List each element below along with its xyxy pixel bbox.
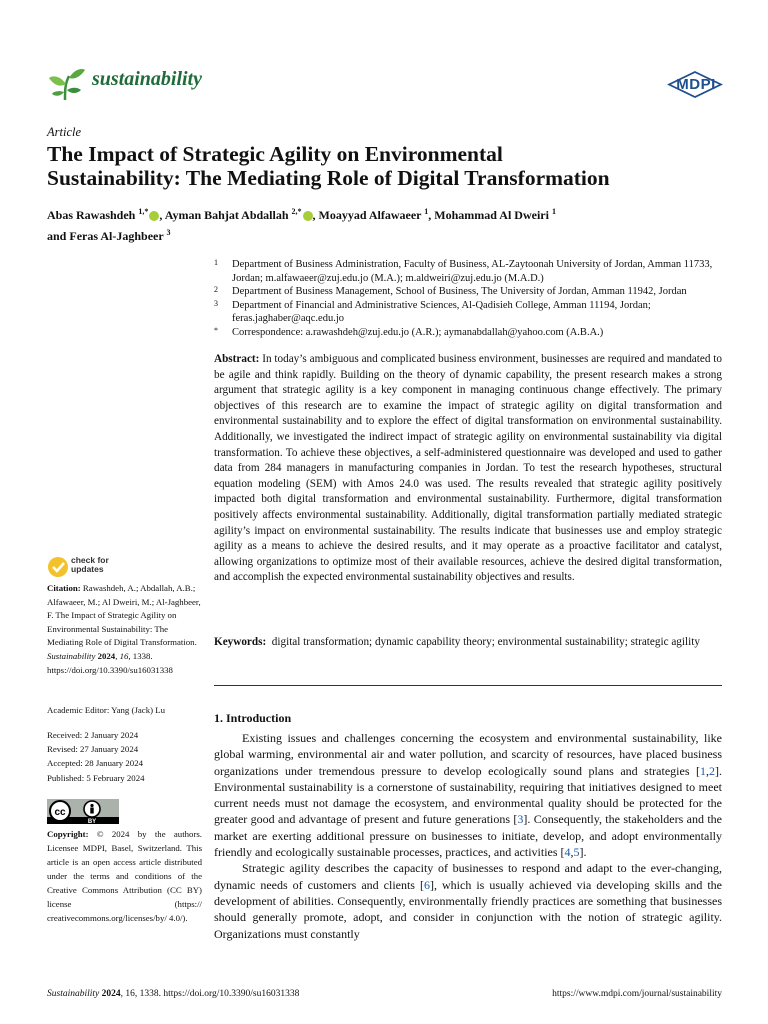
introduction-body (214, 730, 722, 942)
date-published: Published: 5 February 2024 (47, 772, 145, 783)
citation-year: 2024 (97, 650, 116, 661)
academic-editor: Academic Editor: Yang (Jack) Lu (47, 705, 165, 715)
text-run: , (570, 845, 574, 860)
citation-block: Citation: Rawashdeh, A.; Abdallah, A.B.; Alfawaeer, M.; Al Dweiri, M.; Al-Jaghbeer, F. The Impact of Strategic Agility on Environmental Sustainability: The Mediating Role of Digital Transformation. Sustainability 2024, 16, 1338. https://doi.org/10.3390/su16031338 (47, 583, 201, 675)
keywords-label: Keywords: (214, 636, 267, 648)
abstract-label: Abstract: (214, 353, 260, 365)
check-line-2: updates (71, 564, 104, 574)
cc-by-license-icon[interactable] (47, 799, 119, 824)
author-affiliation-mark: 1,* (138, 207, 149, 216)
text-run: ]. (579, 845, 587, 860)
paragraph (214, 730, 722, 860)
footer-journal-url[interactable]: https://www.mdpi.com/journal/sustainability (552, 989, 722, 999)
text-run: ], which is usually achieved via developing skills and the development of abilities. Consequently, environmentally friendly practices are something that businesses should generally promote, adopt, and consider in conjunction with the notion of strategic agility. Organizations must constantly (214, 877, 723, 941)
svg-text:cc: cc (54, 807, 66, 818)
footer-citation: Sustainability 2024, 16, 1338. https://doi.org/10.3390/su16031338 (47, 989, 300, 999)
author-list: Abas Rawashdeh $^{1,*}$ , Ayman Bahjat Abdallah $^{2,*}$ , Moayyad Alfawaeer $^1$, Mohammad Al Dweiri $^1$ and Feras Al-Jaghbeer $^3$ (47, 207, 556, 243)
citation-link[interactable]: 3 (517, 812, 524, 827)
footer-year: 2024 (101, 989, 121, 999)
affiliation-number: 1 (214, 258, 218, 267)
text-run: Strategic agility describes the capacity of businesses to respond and adapt to the ever-changing, dynamic needs of customers and clients [ (214, 861, 722, 892)
affiliations (214, 258, 724, 339)
paragraph (214, 860, 722, 941)
citation-text: Rawashdeh, A.; Abdallah, A.B.; Alfawaeer, M.; Al Dweiri, M.; Al-Jaghbeer, F. The Impact of Strategic Agility on Environmental Sustainability: The Mediating Role of Digital Transformation. (47, 583, 201, 648)
keywords (214, 635, 722, 651)
citation-label: Citation: (47, 583, 81, 593)
correspondence-item (214, 326, 724, 340)
copyright-text: © 2024 by the authors. Licensee MDPI, Basel, Switzerland. This article is an open access article distributed under the terms and conditions of the Creative Commons Attribution (CC BY) license (https:// creativecommons.org/licenses/by/ 4.0/). (47, 829, 202, 923)
correspondence-text: Correspondence: a.rawashdeh@zuj.edu.jo (A.R.); aymanabdallah@yahoo.com (A.B.A.) (232, 326, 604, 338)
citation-link[interactable]: 5 (573, 845, 580, 860)
author-conjunction: and (47, 229, 67, 243)
author-name[interactable]: Moayyad Alfawaeer (318, 208, 422, 222)
affiliation-item (214, 299, 724, 326)
article-type: Article (47, 125, 82, 139)
date-revised: Revised: 27 January 2024 (47, 744, 139, 755)
citation-link[interactable]: 1 (700, 763, 706, 778)
orcid-icon[interactable] (149, 211, 159, 221)
text-run: ]. Environmental sustainability is a cornerstone of sustainability, requiring that initiatives designed to meet current needs must not damage the ecosystem, and environmental quality should be protected for the greater good and advantage of present and future generations [ (214, 763, 722, 827)
affiliation-item (214, 285, 724, 299)
citation-link[interactable]: 4 (564, 845, 571, 860)
citation-doi[interactable]: 1338. https://doi.org/10.3390/su16031338 (47, 650, 173, 675)
abstract-text: In today’s ambiguous and complicated business environment, businesses are required and mandated to be agile and think rapidly. Building on the theory of dynamic capability, the present research makes a strong argument that strategic agility is a key component in managing continuous change effectively. The primary objectives of this research are to examine the impact of strategic agility on digital transformation and environmental sustainability and to explore the effect of digital transformation on environmental sustainability. Additionally, we investigated the indirect impact of strategic agility on environmental sustainability via digital transformation. To achieve these objectives, a self-administered questionnaire was developed and used to gather data from 284 managers in manufacturing companies in Jordan. To test the research hypotheses, structural equation modeling (SEM) with Amos 24.0 was used. The results revealed that strategic agility positively impacted both digital transformation and environmental sustainability. Furthermore, digital transformation positively affects environmental sustainability. Additionally, digital transformation partially mediated strategic agility’s impact on environmental sustainability. The results indicate that businesses use and employ strategic agility as a means to achieve the desired results, and it may operate as a proactive facilitator and catalyst, allowing organizations to optimize most of their available resources, achieve the desired digital transformation, and accomplish the expected environmental sustainability objectives and results. (214, 353, 722, 584)
author-affiliation-mark: 1 (424, 207, 429, 216)
section-heading: 1. Introduction (214, 711, 292, 725)
publisher-logo-text: MDPI (676, 76, 716, 93)
author-affiliation-mark: 3 (166, 228, 171, 237)
affiliation-number: * (214, 325, 218, 335)
check-for-updates-icon[interactable] (47, 556, 69, 578)
journal-name: sustainability (92, 68, 203, 90)
date-accepted: Accepted: 28 January 2024 (47, 758, 144, 769)
author-name[interactable]: Feras Al-Jaghbeer (69, 229, 164, 243)
affiliation-text: Department of Business Administration, Faculty of Business, AL-Zaytoonah University of Jordan, Amman 11733, Jordan; m.alfawaeer@zuj.edu.jo (M.A.); m.aldweiri@zuj.edu.jo (M.A.D.) (232, 259, 713, 284)
author-name[interactable]: Abas Rawashdeh (47, 208, 136, 222)
author-name[interactable]: Ayman Bahjat Abdallah (164, 208, 289, 222)
affiliation-number: 3 (214, 298, 218, 308)
keywords-text: digital transformation; dynamic capability theory; environmental sustainability; strategic agility (271, 636, 700, 648)
text-run: ]. Consequently, the stakeholders and the market are exerting additional pressure on businesses to initiate, develop, and adopt environmentally friendly and ecologically sustainable processes, practices, and activities [ (214, 812, 722, 860)
footer-journal: Sustainability (47, 989, 100, 999)
affiliation-number: 2 (214, 285, 218, 294)
orcid-icon[interactable] (303, 211, 313, 221)
author-affiliation-mark: 1 (551, 207, 556, 216)
copyright-block (47, 827, 202, 925)
text-run: Existing issues and challenges concerning the ecosystem and environmental sustainability, like global warming, environmental air and water pollution, and scarcity of resources, have placed business organizations under tremendous pressure to develop ecologically sound plans and strategies [ (214, 731, 722, 778)
author-name[interactable]: Mohammad Al Dweiri (434, 208, 549, 222)
text-run: , (706, 763, 709, 778)
copyright-label: Copyright: (47, 829, 89, 839)
citation-journal: Sustainability (47, 650, 96, 661)
check-line-1: check for (71, 555, 109, 565)
citation-link[interactable]: 2 (709, 763, 715, 778)
sustainability-logo-icon (47, 64, 87, 102)
cc-by-label: BY (87, 819, 97, 824)
paper-title (47, 142, 737, 190)
title-line-2: Sustainability: The Mediating Role of Digital Transformation (47, 166, 610, 190)
publication-dates (47, 728, 145, 785)
affiliation-item (214, 258, 724, 285)
title-line-1: The Impact of Strategic Agility on Environmental (47, 142, 503, 166)
abstract (214, 352, 722, 586)
citation-link[interactable]: 6 (424, 877, 430, 892)
author-affiliation-mark: 2,* (291, 207, 302, 216)
footer-doi[interactable]: 16, 1338. https://doi.org/10.3390/su16031338 (125, 989, 300, 999)
citation-volume: 16 (119, 650, 129, 661)
section-divider (214, 685, 722, 686)
date-received: Received: 2 January 2024 (47, 730, 139, 740)
affiliation-text: Department of Financial and Administrative Sciences, Al-Qadisieh College, Amman 11194, Jordan; feras.jaghaber@aqc.edu.jo (232, 299, 651, 324)
check-for-updates-label[interactable] (71, 556, 109, 574)
affiliation-text: Department of Business Management, School of Business, The University of Jordan, Amman 11942, Jordan (232, 286, 687, 297)
